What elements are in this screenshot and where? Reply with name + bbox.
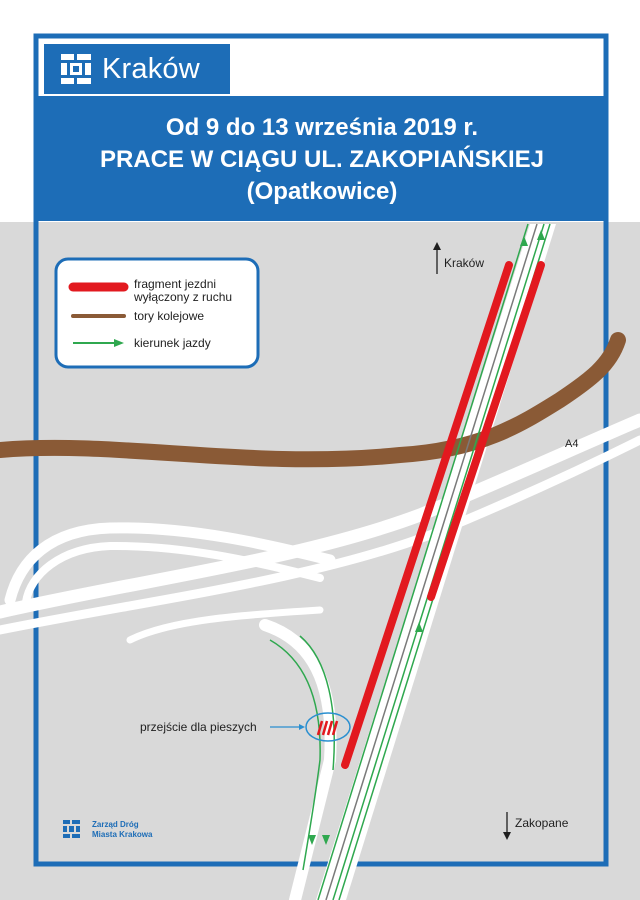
a4-label: A4 [565, 438, 579, 450]
pedestrian-crossing-label: przejście dla pieszych [140, 720, 257, 734]
krakow-direction-label: Kraków [444, 256, 485, 270]
krakow-logo [44, 44, 230, 94]
legend-closed-line1: fragment jezdni [134, 277, 217, 291]
title-line-3: (Opatkowice) [246, 178, 398, 205]
legend-direction-label: kierunek jazdy [134, 336, 211, 350]
title-line-2: PRACE W CIĄGU UL. ZAKOPIAŃSKIEJ [99, 146, 545, 173]
brand-name: Kraków [102, 52, 200, 85]
krakow-logo-icon [60, 53, 92, 85]
footer-org-line1: Zarząd Dróg [92, 820, 139, 829]
legend-closed-label [134, 278, 232, 304]
footer-org-name [92, 820, 152, 840]
page-title [42, 112, 602, 208]
title-line-1: Od 9 do 13 września 2019 r. [165, 114, 479, 141]
footer-org-line2: Miasta Krakowa [92, 830, 153, 839]
zakopane-direction-label: Zakopane [515, 816, 569, 830]
legend-closed-line2: wyłączony z ruchu [134, 290, 233, 304]
legend-rail-label: tory kolejowe [134, 309, 205, 323]
